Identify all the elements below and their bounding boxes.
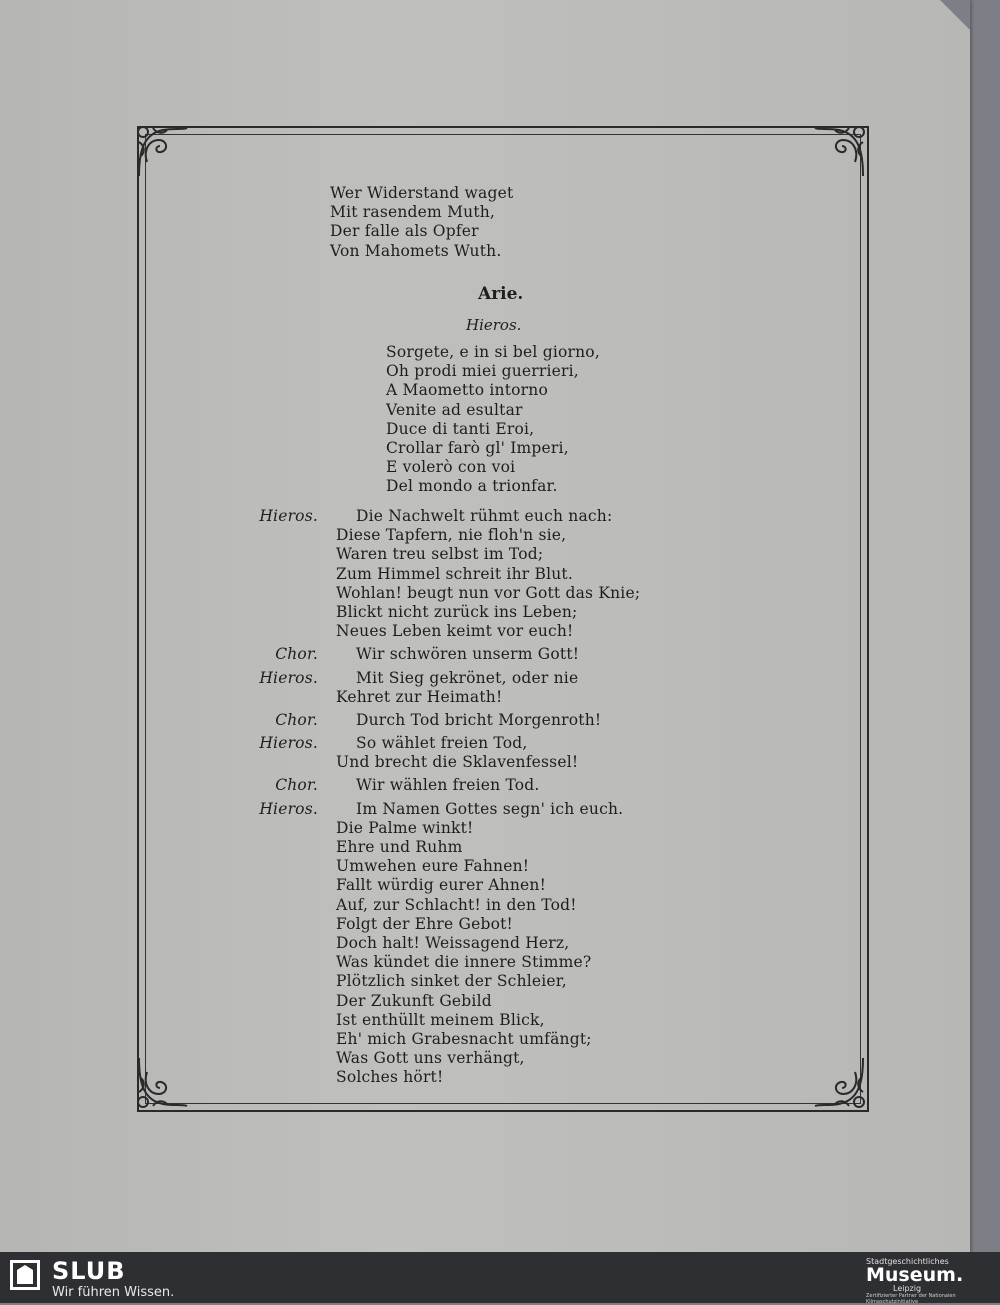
verse-line: So wählet freien Tod, xyxy=(356,734,528,753)
aria-heading: Arie. xyxy=(478,284,524,304)
verse-line: Was kündet die innere Stimme? xyxy=(336,953,592,972)
dialogue-row xyxy=(244,645,844,664)
speaker-label: Hieros. xyxy=(259,668,318,687)
opening-stanza xyxy=(330,184,513,261)
dialogue-row xyxy=(244,526,844,545)
dialogue-row xyxy=(244,753,844,772)
verse-line: Mit Sieg gekrönet, oder nie xyxy=(356,668,579,687)
museum-city: Leipzig xyxy=(893,1284,922,1293)
dialogue-row xyxy=(244,1049,844,1068)
dialogue-row xyxy=(244,584,844,603)
dialogue-row xyxy=(244,1030,844,1049)
speaker-label: Hieros. xyxy=(259,507,318,525)
dialogue-row xyxy=(244,953,844,972)
verse-line: Wir wählen freien Tod. xyxy=(356,776,540,795)
aria-singer: Hieros. xyxy=(466,316,522,334)
dialogue-row xyxy=(244,776,844,795)
dialogue-row xyxy=(244,688,844,707)
verse-line: Plötzlich sinket der Schleier, xyxy=(336,972,567,991)
verse-line: Sorgete, e in si bel giorno, xyxy=(386,343,600,361)
verse-line: Folgt der Ehre Gebot! xyxy=(336,914,513,933)
museum-note: Zertifizierter Partner der Nationalen Klimaschutzinitiative xyxy=(866,1293,956,1305)
speaker-label: Chor. xyxy=(275,776,318,795)
verse-line: Blickt nicht zurück ins Leben; xyxy=(336,602,578,621)
slub-name: SLUB xyxy=(52,1257,126,1285)
verse-line: Waren treu selbst im Tod; xyxy=(336,545,544,564)
dialogue-row xyxy=(244,507,844,526)
verse-line: Die Nachwelt rühmt euch nach: xyxy=(356,507,613,525)
dialogue-row xyxy=(244,711,844,730)
verse-line: Solches hört! xyxy=(336,1068,444,1087)
verse-line: Durch Tod bricht Morgenroth! xyxy=(356,710,602,729)
verse-line: Der Zukunft Gebild xyxy=(336,991,492,1010)
dialogue-row xyxy=(244,734,844,753)
slub-logo-icon xyxy=(10,1260,40,1290)
dialogue-row xyxy=(244,972,844,991)
dialogue-row xyxy=(244,838,844,857)
page-corner-fold xyxy=(940,0,970,30)
dialogue-row xyxy=(244,1011,844,1030)
slub-tagline: Wir führen Wissen. xyxy=(52,1285,175,1300)
speaker-label: Hieros. xyxy=(259,734,318,753)
verse-line: Wer Widerstand waget xyxy=(330,184,514,202)
dialogue-row xyxy=(244,565,844,584)
verse-line: A Maometto intorno xyxy=(386,381,548,400)
verse-line: Fallt würdig eurer Ahnen! xyxy=(336,876,547,895)
corner-ornament-icon xyxy=(133,122,193,182)
aria-verse xyxy=(386,343,600,497)
verse-line: Auf, zur Schlacht! in den Tod! xyxy=(336,895,577,914)
dialogue-row xyxy=(244,603,844,622)
verse-line: Eh' mich Grabesnacht umfängt; xyxy=(336,1029,592,1048)
verse-line: Wir schwören unserm Gott! xyxy=(356,645,580,664)
speaker-label: Chor. xyxy=(275,645,318,664)
dialogue-row xyxy=(244,934,844,953)
verse-line: Im Namen Gottes segn' ich euch. xyxy=(356,799,624,818)
verse-line: Umwehen eure Fahnen! xyxy=(336,857,530,876)
dialogue-row xyxy=(244,876,844,895)
verse-line: Crollar farò gl' Imperi, xyxy=(386,439,569,458)
verse-line: Duce di tanti Eroi, xyxy=(386,419,535,438)
verse-line: Von Mahomets Wuth. xyxy=(330,241,502,260)
dialogue-row xyxy=(244,992,844,1011)
verse-line: E volerò con voi xyxy=(386,458,516,477)
museum-label: Stadtgeschichtliches xyxy=(866,1257,949,1266)
dialogue-row xyxy=(244,669,844,688)
verse-line: Diese Tapfern, nie floh'n sie, xyxy=(336,526,567,545)
corner-ornament-icon xyxy=(809,122,869,182)
dialogue-row xyxy=(244,622,844,641)
verse-line: Und brecht die Sklavenfessel! xyxy=(336,753,579,772)
verse-line: Doch halt! Weissagend Herz, xyxy=(336,933,570,952)
dialogue-row xyxy=(244,800,844,819)
dialogue-row xyxy=(244,545,844,564)
dialogue-row xyxy=(244,915,844,934)
verse-line: Oh prodi miei guerrieri, xyxy=(386,362,579,381)
verse-line: Der falle als Opfer xyxy=(330,222,479,241)
dialogue-block xyxy=(244,507,844,1087)
museum-name: Museum. xyxy=(866,1264,964,1286)
dialogue-row xyxy=(244,1068,844,1087)
verse-line: Ist enthüllt meinem Blick, xyxy=(336,1010,545,1029)
verse-line: Del mondo a trionfar. xyxy=(386,477,558,496)
verse-line: Mit rasendem Muth, xyxy=(330,203,496,222)
verse-line: Venite ad esultar xyxy=(386,400,523,419)
verse-line: Die Palme winkt! xyxy=(336,818,474,837)
verse-line: Neues Leben keimt vor euch! xyxy=(336,622,574,641)
verse-line: Kehret zur Heimath! xyxy=(336,687,503,706)
verse-line: Wohlan! beugt nun vor Gott das Knie; xyxy=(336,583,641,602)
speaker-label: Hieros. xyxy=(259,799,318,818)
corner-ornament-icon xyxy=(133,1052,193,1112)
verse-line: Ehre und Ruhm xyxy=(336,838,463,856)
dialogue-row xyxy=(244,896,844,915)
dialogue-row xyxy=(244,857,844,876)
verse-line: Was Gott uns verhängt, xyxy=(336,1049,525,1068)
dialogue-row xyxy=(244,819,844,838)
speaker-label: Chor. xyxy=(275,710,318,729)
verse-line: Zum Himmel schreit ihr Blut. xyxy=(336,564,573,583)
